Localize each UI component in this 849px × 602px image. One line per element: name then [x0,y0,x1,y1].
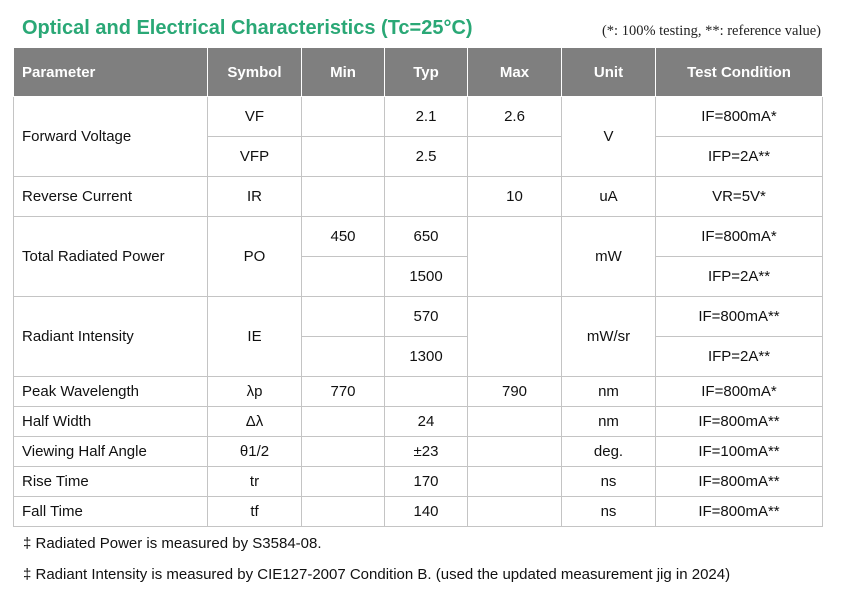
symbol-cell: IE [208,297,302,377]
unit-cell: uA [562,177,656,217]
min-cell [302,297,385,337]
typ-cell [385,177,468,217]
table-row [14,497,823,527]
typ-cell [385,377,468,407]
typ-cell: 1500 [385,257,468,297]
footnote-radiated-power: ‡ Radiated Power is measured by S3584-08. [23,535,322,552]
typ-cell: 1300 [385,337,468,377]
min-cell [302,437,385,467]
unit-cell: mW/sr [562,297,656,377]
max-cell: 2.6 [468,97,562,137]
condition-cell: IF=800mA** [656,467,823,497]
max-cell: 10 [468,177,562,217]
condition-cell: IFP=2A** [656,257,823,297]
parameter-cell: Forward Voltage [14,97,208,177]
unit-cell: ns [562,467,656,497]
condition-cell: IF=800mA** [656,297,823,337]
table-row [14,217,823,257]
min-cell [302,177,385,217]
table-row [14,437,823,467]
unit-cell: mW [562,217,656,297]
condition-cell: IF=800mA** [656,407,823,437]
max-cell [468,297,562,377]
table-row [14,177,823,217]
header-unit: Unit [562,48,656,97]
parameter-cell: Half Width [14,407,208,437]
symbol-cell: IR [208,177,302,217]
symbol-cell: VF [208,97,302,137]
unit-cell: nm [562,377,656,407]
parameter-cell: Rise Time [14,467,208,497]
condition-cell: IF=100mA** [656,437,823,467]
header-max: Max [468,48,562,97]
table-row [14,407,823,437]
header-parameter: Parameter [14,48,208,97]
unit-cell: nm [562,407,656,437]
header-row [14,48,823,97]
symbol-cell: VFP [208,137,302,177]
min-cell [302,137,385,177]
parameter-cell: Viewing Half Angle [14,437,208,467]
min-cell [302,97,385,137]
unit-cell: deg. [562,437,656,467]
typ-cell: ±23 [385,437,468,467]
condition-cell: IFP=2A** [656,137,823,177]
typ-cell: 2.1 [385,97,468,137]
unit-cell: ns [562,497,656,527]
typ-cell: 140 [385,497,468,527]
header-symbol: Symbol [208,48,302,97]
header-typ: Typ [385,48,468,97]
characteristics-table [13,47,823,527]
min-cell [302,257,385,297]
min-cell: 450 [302,217,385,257]
symbol-cell: λp [208,377,302,407]
symbol-cell: Δλ [208,407,302,437]
table-row [14,97,823,137]
parameter-cell: Peak Wavelength [14,377,208,407]
max-cell [468,467,562,497]
typ-cell: 650 [385,217,468,257]
typ-cell: 24 [385,407,468,437]
typ-cell: 170 [385,467,468,497]
table-row [14,467,823,497]
max-cell: 790 [468,377,562,407]
table-row [14,297,823,337]
max-cell [468,217,562,297]
condition-cell: VR=5V* [656,177,823,217]
max-cell [468,137,562,177]
max-cell [468,437,562,467]
min-cell [302,337,385,377]
condition-cell: IF=800mA* [656,377,823,407]
condition-cell: IF=800mA** [656,497,823,527]
header-test-condition: Test Condition [656,48,823,97]
symbol-cell: θ1/2 [208,437,302,467]
symbol-cell: tr [208,467,302,497]
typ-cell: 570 [385,297,468,337]
symbol-cell: PO [208,217,302,297]
parameter-cell: Radiant Intensity [14,297,208,377]
legend-note: (*: 100% testing, **: reference value) [601,23,821,39]
parameter-cell: Fall Time [14,497,208,527]
section-title: Optical and Electrical Characteristics (Tc=25°C) [22,17,473,39]
max-cell [468,407,562,437]
condition-cell: IFP=2A** [656,337,823,377]
condition-cell: IF=800mA* [656,97,823,137]
parameter-cell: Reverse Current [14,177,208,217]
unit-cell: V [562,97,656,177]
header-min: Min [302,48,385,97]
max-cell [468,497,562,527]
min-cell [302,407,385,437]
min-cell [302,497,385,527]
parameter-cell: Total Radiated Power [14,217,208,297]
min-cell: 770 [302,377,385,407]
footnote-radiant-intensity: ‡ Radiant Intensity is measured by CIE127-2007 Condition B. (used the updated measurement jig in 2024) [23,566,731,583]
typ-cell: 2.5 [385,137,468,177]
condition-cell: IF=800mA* [656,217,823,257]
table-row [14,377,823,407]
symbol-cell: tf [208,497,302,527]
min-cell [302,467,385,497]
